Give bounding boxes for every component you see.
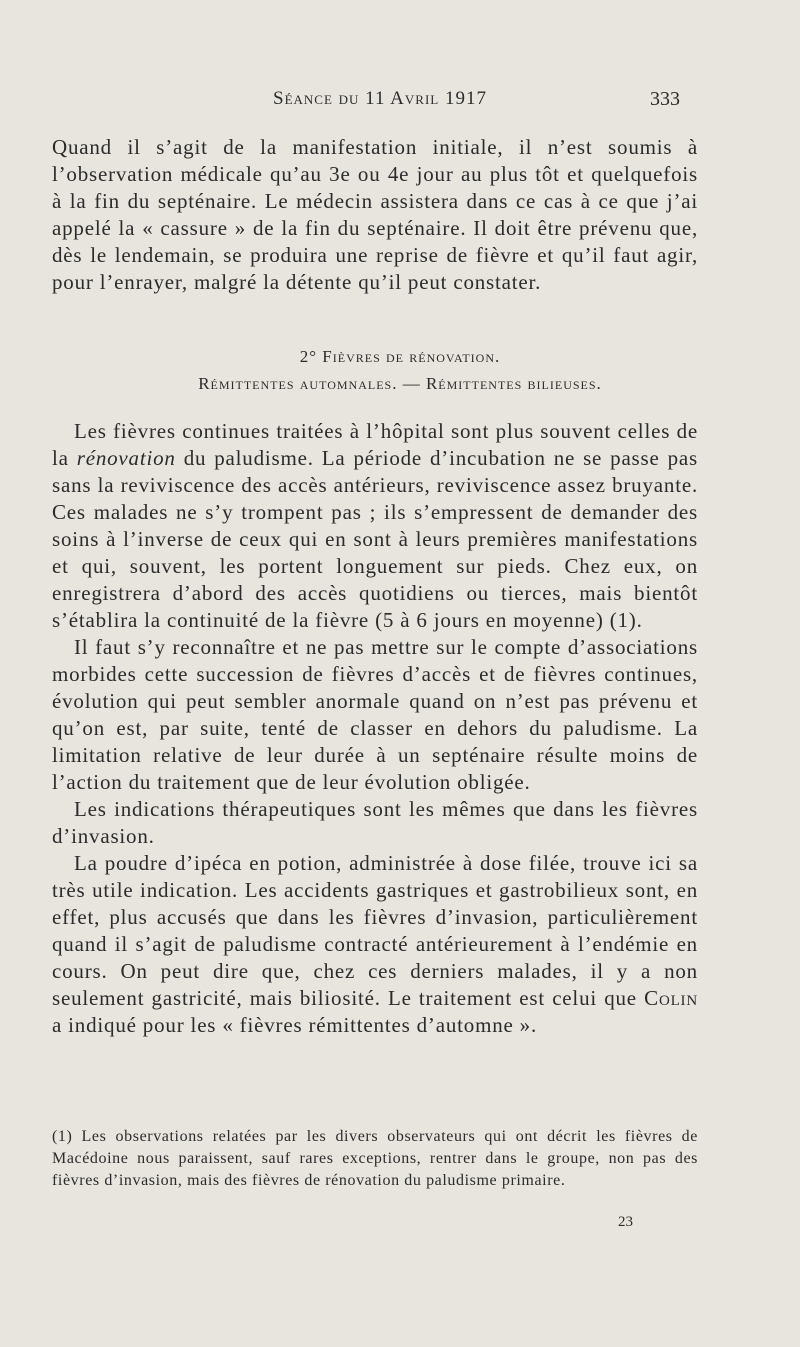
footnote-text: (1) Les observations relatées par les divers observateurs qui ont décrit les fièvres de Macédoine nous paraissent, sauf rares exceptions, rentrer dans le groupe, non pas des fièvres d’invasion, mais des fièvres de rénovation du paludisme primaire. <box>52 1128 698 1189</box>
author-name: Colin <box>644 986 698 1010</box>
section-heading-1: 2° Fièvres de rénovation. <box>299 347 501 366</box>
paragraph-3: Il faut s’y reconnaître et ne pas mettre sur le compte d’associations morbides cette succession de fièvres d’accès et de fièvres continues, évolution qui peut sembler anormale quand on n’est pas prévenu et qu’on est, par suite, tenté de classer en dehors du paludisme. La limitation relative de leur durée à un septénaire résulte moins de l’action du traitement que de leur évolution obligée. <box>52 635 698 794</box>
paragraph-2-start: Les fièvres continues traitées à l’hôpital sont plus souvent celles de la <box>52 419 698 470</box>
running-head-title: Séance du 11 Avril 1917 <box>273 88 487 109</box>
footnote <box>52 1126 698 1192</box>
paragraph-1 <box>52 134 698 296</box>
paragraph-5-end: a indiqué pour les « fièvres rémittentes d’automne ». <box>52 1013 538 1037</box>
signature-mark: 23 <box>618 1214 633 1230</box>
main-body <box>52 418 698 1039</box>
paragraph-2-italic: rénovation <box>76 446 176 470</box>
paragraph-5-start: La poudre d’ipéca en potion, administrée à dose filée, trouve ici sa très utile indication. Les accidents gastriques et gastrobilieux sont, en effet, plus accusés que dans les fièvres d’invasion, particulièrement quand il s’agit de paludisme contracté antérieurement à l’endémie en cours. On peut dire que, chez ces derniers malades, il y a non seulement gastricité, mais biliosité. Le traitement est celui que <box>52 851 698 1010</box>
paragraph-1-text: Quand il s’agit de la manifestation initiale, il n’est soumis à l’observation médicale qu’au 3e ou 4e jour au plus tôt et quelquefois à la fin du septénaire. Le médecin assistera dans ce cas à ce que j’ai appelé la « cassure » de la fin du septénaire. Il doit être prévenu que, dès le lendemain, se produira une reprise de fièvre et qu’il faut agir, pour l’enrayer, malgré la détente qu’il peut constater. <box>52 135 698 294</box>
paragraph-2-end: du paludisme. La période d’incubation ne se passe pas sans la reviviscence des accès antérieurs, reviviscence assez bruyante. Ces malades ne s’y trompent pas ; ils s’empressent de demander des soins à l’inverse de ceux qui en sont à leurs premières manifestations et qui, souvent, les portent longuement sur pieds. Chez eux, on enregistrera d’abord des accès quotidiens ou tierces, mais bientôt s’établira la continuité de la fièvre (5 à 6 jours en moyenne) (1). <box>52 446 698 632</box>
page-number: 333 <box>650 88 680 110</box>
paragraph-4: Les indications thérapeutiques sont les mêmes que dans les fièvres d’invasion. <box>52 797 698 848</box>
paragraph-5 <box>52 850 698 1039</box>
section-heading-2: Rémittentes automnales. — Rémittentes bilieuses. <box>198 374 602 393</box>
running-head <box>0 84 800 114</box>
paragraph-2 <box>52 418 698 634</box>
